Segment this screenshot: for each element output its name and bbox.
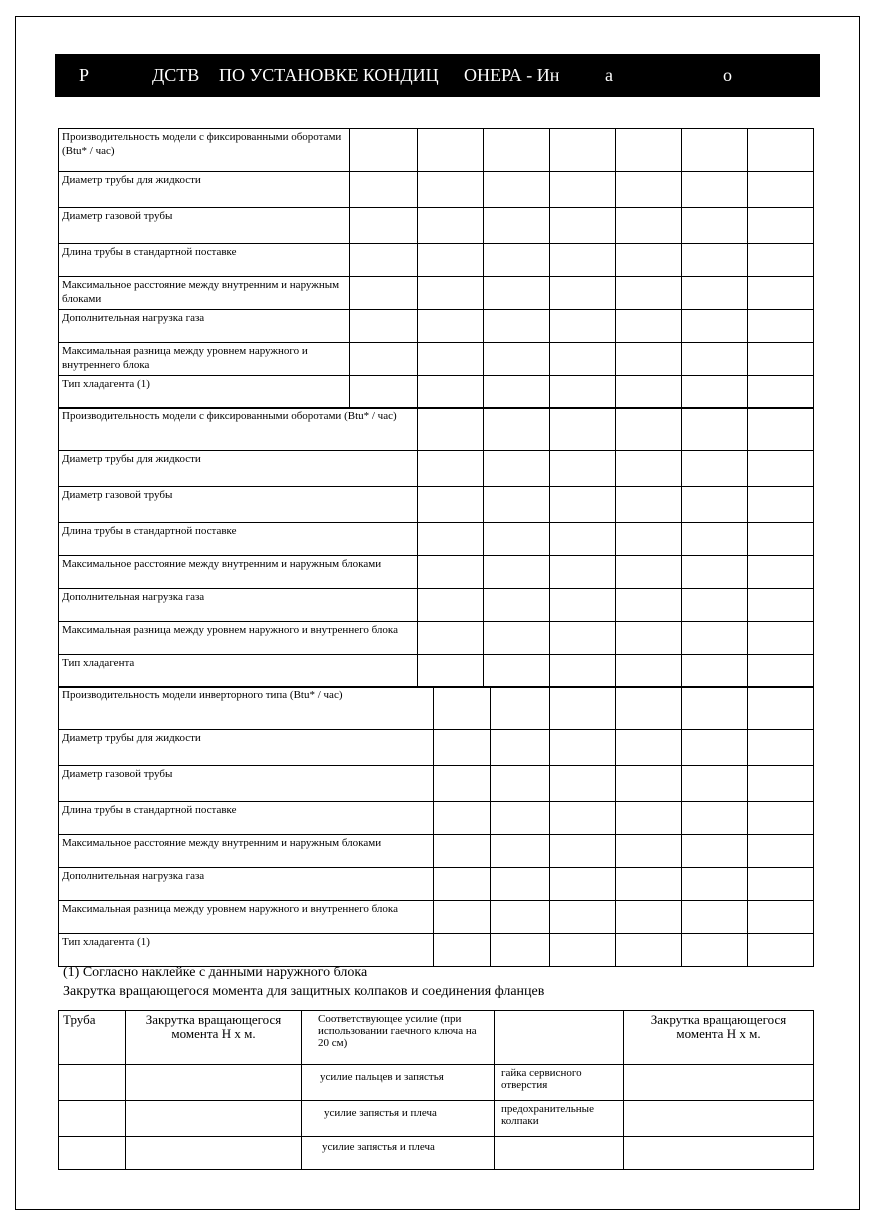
value-cell <box>418 277 484 310</box>
row-label: Тип хладагента <box>59 655 418 688</box>
value-cell <box>748 622 814 655</box>
value-cell <box>484 129 550 172</box>
torque-cell <box>59 1101 126 1137</box>
spec-table-fixed-speed-1 <box>58 128 814 409</box>
value-cell <box>550 589 616 622</box>
value-cell <box>616 655 682 688</box>
torque-cell <box>59 1137 126 1170</box>
value-cell <box>616 343 682 376</box>
torque-force-cell: усилие запястья и плеча <box>302 1101 495 1137</box>
value-cell <box>682 934 748 967</box>
value-cell <box>616 523 682 556</box>
value-cell <box>616 172 682 208</box>
value-cell <box>748 523 814 556</box>
torque-force-cell: усилие пальцев и запястья <box>302 1065 495 1101</box>
value-cell <box>616 687 682 730</box>
value-cell <box>748 310 814 343</box>
row-label: Максимальная разница между уровнем наружного и внутреннего блока <box>59 343 350 376</box>
torque-header-force: Соответствующее усилие (при использовании гаечного ключа на 20 см) <box>302 1011 495 1065</box>
value-cell <box>550 802 616 835</box>
value-cell <box>682 172 748 208</box>
torque-cell <box>126 1101 302 1137</box>
table-row <box>59 451 814 487</box>
table-row <box>59 408 814 451</box>
value-cell <box>550 730 616 766</box>
value-cell <box>616 730 682 766</box>
value-cell <box>748 835 814 868</box>
torque-cell <box>624 1137 814 1170</box>
row-label: Тип хладагента (1) <box>59 934 434 967</box>
value-cell <box>682 408 748 451</box>
table-row <box>59 622 814 655</box>
value-cell <box>418 244 484 277</box>
value-cell <box>748 172 814 208</box>
value-cell <box>550 868 616 901</box>
value-cell <box>616 451 682 487</box>
header-text-part-1: Р <box>79 65 90 85</box>
value-cell <box>350 208 418 244</box>
table-row <box>59 835 814 868</box>
value-cell <box>616 868 682 901</box>
value-cell <box>418 129 484 172</box>
value-cell <box>682 376 748 409</box>
row-label: Производительность модели с фиксированными оборотами (Btu* / час) <box>59 408 418 451</box>
value-cell <box>484 589 550 622</box>
value-cell <box>550 622 616 655</box>
row-label: Диаметр газовой трубы <box>59 766 434 802</box>
value-cell <box>616 934 682 967</box>
row-label: Диаметр газовой трубы <box>59 208 350 244</box>
value-cell <box>550 310 616 343</box>
value-cell <box>682 523 748 556</box>
table-row <box>59 934 814 967</box>
value-cell <box>748 556 814 589</box>
row-label: Диаметр газовой трубы <box>59 487 418 523</box>
value-cell <box>550 343 616 376</box>
value-cell <box>550 451 616 487</box>
value-cell <box>682 622 748 655</box>
row-label: Тип хладагента (1) <box>59 376 350 409</box>
value-cell <box>550 655 616 688</box>
row-label: Диаметр трубы для жидкости <box>59 730 434 766</box>
value-cell <box>682 901 748 934</box>
value-cell <box>491 687 550 730</box>
torque-cell <box>624 1101 814 1137</box>
value-cell <box>616 376 682 409</box>
value-cell <box>418 589 484 622</box>
value-cell <box>748 687 814 730</box>
value-cell <box>484 343 550 376</box>
value-cell <box>682 802 748 835</box>
value-cell <box>350 129 418 172</box>
row-label: Дополнительная нагрузка газа <box>59 589 418 622</box>
value-cell <box>550 766 616 802</box>
row-label: Максимальное расстояние между внутренним и наружным блоками <box>59 277 350 310</box>
table-row <box>59 556 814 589</box>
table-row <box>59 376 814 409</box>
value-cell <box>748 376 814 409</box>
value-cell <box>350 277 418 310</box>
table-row <box>59 487 814 523</box>
header-text-part-5: а <box>605 65 613 85</box>
value-cell <box>748 343 814 376</box>
value-cell <box>682 556 748 589</box>
value-cell <box>616 766 682 802</box>
value-cell <box>550 687 616 730</box>
torque-table <box>58 1010 814 1170</box>
value-cell <box>748 129 814 172</box>
value-cell <box>418 172 484 208</box>
spec-table-inverter <box>58 686 814 967</box>
value-cell <box>682 343 748 376</box>
value-cell <box>491 901 550 934</box>
torque-header-blank <box>495 1011 624 1065</box>
value-cell <box>550 376 616 409</box>
value-cell <box>550 835 616 868</box>
value-cell <box>350 376 418 409</box>
row-label: Длина трубы в стандартной поставке <box>59 802 434 835</box>
table-row <box>59 589 814 622</box>
footnote: (1) Согласно наклейке с данными наружного блока <box>63 965 368 980</box>
value-cell <box>434 835 491 868</box>
table-row <box>59 901 814 934</box>
torque-cell <box>59 1065 126 1101</box>
value-cell <box>616 408 682 451</box>
header-bar <box>55 54 820 97</box>
value-cell <box>550 408 616 451</box>
value-cell <box>550 208 616 244</box>
value-cell <box>682 687 748 730</box>
row-label: Производительность модели инверторного типа (Btu* / час) <box>59 687 434 730</box>
value-cell <box>484 523 550 556</box>
value-cell <box>418 655 484 688</box>
value-cell <box>748 487 814 523</box>
value-cell <box>616 835 682 868</box>
row-label: Максимальное расстояние между внутренним и наружным блоками <box>59 835 434 868</box>
value-cell <box>748 451 814 487</box>
value-cell <box>550 556 616 589</box>
row-label: Длина трубы в стандартной поставке <box>59 244 350 277</box>
value-cell <box>616 277 682 310</box>
value-cell <box>748 934 814 967</box>
row-label: Максимальное расстояние между внутренним и наружным блоками <box>59 556 418 589</box>
value-cell <box>491 730 550 766</box>
torque-part-cell: предохранительные колпаки <box>495 1101 624 1137</box>
value-cell <box>550 129 616 172</box>
value-cell <box>491 934 550 967</box>
value-cell <box>484 208 550 244</box>
value-cell <box>418 487 484 523</box>
value-cell <box>491 802 550 835</box>
value-cell <box>616 129 682 172</box>
value-cell <box>682 868 748 901</box>
table-row <box>59 655 814 688</box>
row-label: Диаметр трубы для жидкости <box>59 172 350 208</box>
table-row <box>59 687 814 730</box>
row-label: Максимальная разница между уровнем наружного и внутреннего блока <box>59 901 434 934</box>
value-cell <box>550 277 616 310</box>
value-cell <box>418 310 484 343</box>
value-cell <box>350 172 418 208</box>
value-cell <box>484 310 550 343</box>
value-cell <box>434 687 491 730</box>
table-row <box>59 766 814 802</box>
header-text-part-2: ДСТВ <box>152 65 200 85</box>
value-cell <box>418 451 484 487</box>
value-cell <box>491 868 550 901</box>
value-cell <box>748 277 814 310</box>
value-cell <box>550 901 616 934</box>
table-row <box>59 129 814 172</box>
value-cell <box>748 408 814 451</box>
torque-header-torque: Закрутка вращающегося момента Н х м. <box>126 1011 302 1065</box>
value-cell <box>484 556 550 589</box>
value-cell <box>748 802 814 835</box>
value-cell <box>550 487 616 523</box>
value-cell <box>550 244 616 277</box>
value-cell <box>616 310 682 343</box>
value-cell <box>682 766 748 802</box>
table-row <box>59 730 814 766</box>
torque-force-cell: усилие запястья и плеча <box>302 1137 495 1170</box>
table-row <box>59 868 814 901</box>
torque-header-torque-2: Закрутка вращающегося момента Н х м. <box>624 1011 814 1065</box>
value-cell <box>484 172 550 208</box>
torque-cell <box>126 1137 302 1170</box>
spec-table-fixed-speed-2 <box>58 407 814 688</box>
value-cell <box>616 589 682 622</box>
value-cell <box>748 244 814 277</box>
value-cell <box>550 934 616 967</box>
value-cell <box>434 934 491 967</box>
row-label: Дополнительная нагрузка газа <box>59 310 350 343</box>
value-cell <box>418 208 484 244</box>
value-cell <box>350 343 418 376</box>
value-cell <box>550 172 616 208</box>
value-cell <box>484 277 550 310</box>
header-text-part-6: о <box>723 65 732 85</box>
value-cell <box>418 408 484 451</box>
table-row <box>59 802 814 835</box>
value-cell <box>484 451 550 487</box>
value-cell <box>434 766 491 802</box>
value-cell <box>682 310 748 343</box>
value-cell <box>434 868 491 901</box>
table-row <box>59 343 814 376</box>
value-cell <box>616 487 682 523</box>
value-cell <box>616 901 682 934</box>
value-cell <box>616 622 682 655</box>
value-cell <box>418 376 484 409</box>
value-cell <box>350 310 418 343</box>
value-cell <box>748 208 814 244</box>
value-cell <box>434 901 491 934</box>
value-cell <box>616 244 682 277</box>
value-cell <box>484 244 550 277</box>
value-cell <box>550 523 616 556</box>
table-row <box>59 277 814 310</box>
value-cell <box>682 244 748 277</box>
torque-part-cell: гайка сервисного отверстия <box>495 1065 624 1101</box>
value-cell <box>748 589 814 622</box>
row-label: Дополнительная нагрузка газа <box>59 868 434 901</box>
header-text-part-4: ОНЕРА - Ин <box>464 65 560 85</box>
value-cell <box>484 622 550 655</box>
row-label: Длина трубы в стандартной поставке <box>59 523 418 556</box>
table-row <box>59 244 814 277</box>
value-cell <box>350 244 418 277</box>
value-cell <box>616 802 682 835</box>
table-row <box>59 208 814 244</box>
row-label: Производительность модели с фиксированными оборотами (Btu* / час) <box>59 129 350 172</box>
value-cell <box>616 556 682 589</box>
torque-cell <box>126 1065 302 1101</box>
value-cell <box>484 487 550 523</box>
value-cell <box>491 766 550 802</box>
value-cell <box>418 343 484 376</box>
value-cell <box>682 208 748 244</box>
value-cell <box>748 868 814 901</box>
value-cell <box>748 766 814 802</box>
header-text-part-3: ПО УСТАНОВКЕ КОНДИЦ <box>219 65 439 85</box>
table-row <box>59 310 814 343</box>
value-cell <box>682 129 748 172</box>
value-cell <box>484 376 550 409</box>
value-cell <box>434 730 491 766</box>
torque-part-cell <box>495 1137 624 1170</box>
torque-header-pipe: Труба <box>59 1011 126 1065</box>
value-cell <box>748 901 814 934</box>
value-cell <box>748 730 814 766</box>
value-cell <box>418 523 484 556</box>
value-cell <box>682 835 748 868</box>
value-cell <box>682 277 748 310</box>
value-cell <box>682 487 748 523</box>
value-cell <box>484 655 550 688</box>
table-row <box>59 172 814 208</box>
value-cell <box>418 556 484 589</box>
value-cell <box>434 802 491 835</box>
row-label: Диаметр трубы для жидкости <box>59 451 418 487</box>
torque-cell <box>624 1065 814 1101</box>
value-cell <box>682 451 748 487</box>
value-cell <box>484 408 550 451</box>
value-cell <box>682 730 748 766</box>
value-cell <box>682 655 748 688</box>
table-row <box>59 523 814 556</box>
value-cell <box>748 655 814 688</box>
value-cell <box>616 208 682 244</box>
value-cell <box>491 835 550 868</box>
torque-section-title: Закрутка вращающегося момента для защитных колпаков и соединения фланцев <box>63 984 545 999</box>
row-label: Максимальная разница между уровнем наружного и внутреннего блока <box>59 622 418 655</box>
value-cell <box>418 622 484 655</box>
value-cell <box>682 589 748 622</box>
